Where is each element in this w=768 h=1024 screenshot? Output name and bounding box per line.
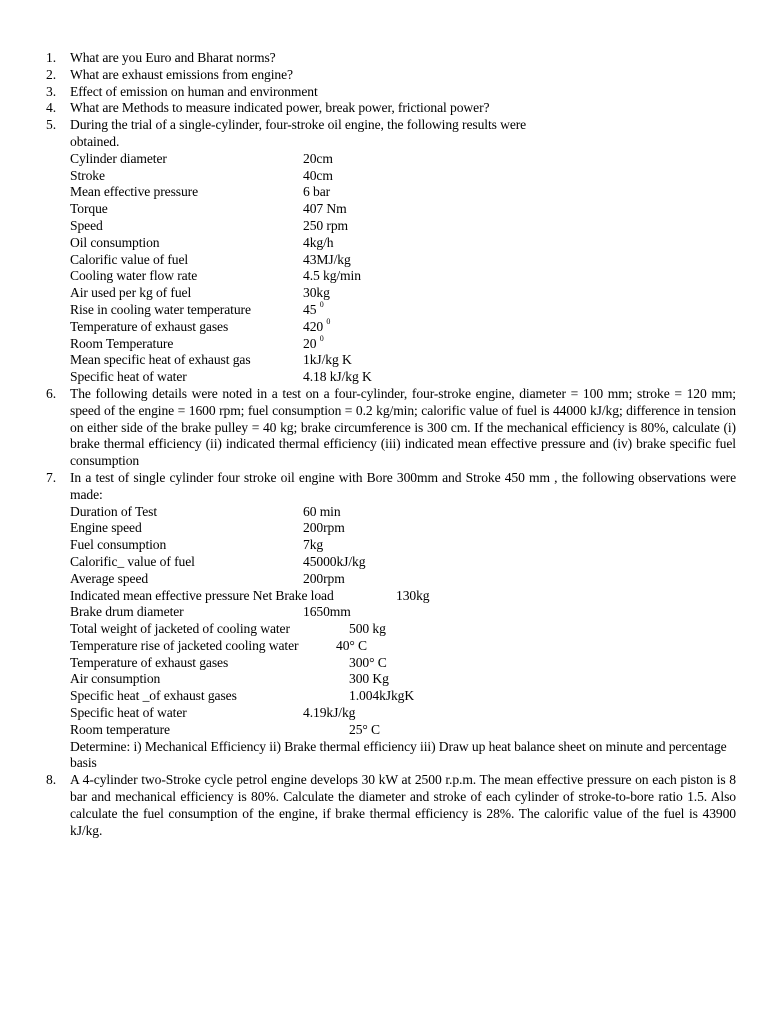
row-label: Indicated mean effective pressure Net Brake load	[70, 587, 334, 603]
row-value: 45 $^0$	[303, 300, 324, 317]
row-value: 4.18 kJ/kg K	[303, 369, 372, 385]
row-label: Mean specific heat of exhaust gas	[70, 352, 251, 368]
question-text: What are you Euro and Bharat norms?	[70, 50, 276, 65]
question-text: During the trial of a single-cylinder, four-stroke oil engine, the following results were obtained.	[70, 117, 527, 149]
table-row	[70, 621, 736, 638]
row-label: Room Temperature	[70, 335, 174, 351]
table-row	[70, 571, 736, 588]
row-label: Fuel consumption	[70, 537, 167, 553]
table-row	[70, 554, 736, 571]
row-label: Temperature of exhaust gases	[70, 318, 229, 334]
row-value: 130kg	[396, 587, 430, 603]
row-value: 4.5 kg/min	[303, 268, 361, 284]
question-8	[46, 772, 736, 839]
question-number: 6.	[46, 385, 56, 401]
row-value: 45000kJ/kg	[303, 553, 366, 569]
row-value: 300° C	[349, 654, 387, 670]
row-label: Specific heat of water	[70, 705, 187, 721]
row-value: 300 Kg	[349, 671, 389, 687]
data-table	[70, 504, 736, 739]
table-row	[70, 252, 736, 269]
question-number: 1.	[46, 50, 56, 65]
question-number: 3.	[46, 83, 56, 99]
table-row	[70, 184, 736, 201]
row-label: Calorific value of fuel	[70, 251, 189, 267]
row-value: 4.19kJ/kg	[303, 705, 356, 721]
question-text: The following details were noted in a test on a four-cylinder, four-stroke engine, diameter = 100 mm; stroke = 120 mm; speed of the engine = 1600 rpm; fuel consumption = 0.2 kg/min; calorific value of fuel is 44000 kJ/kg; difference in tension on either side of the brake pulley = 40 kg; brake circumference is 300 cm. If the mechanical efficiency is 80%, calculate (i) brake thermal efficiency (ii) indicated thermal efficiency (iii) indicated mean effective pressure and (iv) brake specific fuel consumption	[70, 385, 736, 469]
question-number: 4.	[46, 100, 56, 116]
row-label: Brake drum diameter	[70, 604, 184, 620]
row-label: Speed	[70, 217, 103, 233]
row-label: Cooling water flow rate	[70, 268, 198, 284]
row-value: 500 kg	[349, 621, 386, 637]
row-label: Air used per kg of fuel	[70, 285, 192, 301]
question-7	[46, 469, 736, 772]
row-label: Air consumption	[70, 671, 161, 687]
table-row	[70, 655, 736, 672]
row-value: 1kJ/kg K	[303, 352, 352, 368]
row-label: Cylinder diameter	[70, 150, 167, 166]
table-row	[70, 604, 736, 621]
row-value: 200rpm	[303, 520, 345, 536]
row-value: 250 rpm	[303, 217, 348, 233]
row-label: Engine speed	[70, 520, 142, 536]
table-row	[70, 235, 736, 252]
row-value: 20 $^0$	[303, 334, 324, 351]
question-1	[46, 50, 736, 67]
row-value: 1650mm	[303, 604, 351, 620]
row-label: Temperature rise of jacketed cooling water	[70, 637, 299, 653]
question-text: What are exhaust emissions from engine?	[70, 66, 293, 82]
table-row	[70, 722, 736, 739]
table-row	[70, 201, 736, 218]
table-row	[70, 520, 736, 537]
table-row	[70, 369, 736, 386]
question-number: 7.	[46, 469, 56, 485]
row-value: 420 $^0$	[303, 317, 331, 334]
table-row	[70, 638, 736, 655]
row-label: Specific heat _of exhaust gases	[70, 688, 237, 704]
row-label: Calorific_ value of fuel	[70, 553, 195, 569]
question-number: 8.	[46, 772, 56, 788]
row-value: 7kg	[303, 537, 324, 553]
question-4	[46, 100, 736, 117]
row-value: 43MJ/kg	[303, 251, 351, 267]
table-row	[70, 218, 736, 235]
table-row	[70, 688, 736, 705]
row-label: Oil consumption	[70, 234, 160, 250]
table-row	[70, 302, 736, 319]
row-value: 40° C	[336, 637, 367, 653]
row-value: 4kg/h	[303, 234, 334, 250]
table-row	[70, 168, 736, 185]
row-label: Average speed	[70, 570, 149, 586]
row-label: Temperature of exhaust gases	[70, 654, 229, 670]
table-row	[70, 352, 736, 369]
question-text: In a test of single cylinder four stroke oil engine with Bore 300mm and Stroke 450 mm , the following observations were made:	[70, 469, 736, 502]
row-value: 20cm	[303, 150, 333, 166]
row-value: 60 min	[303, 503, 341, 519]
question-text: A 4-cylinder two-Stroke cycle petrol engine develops 30 kW at 2500 r.p.m. The mean effective pressure on each piston is 8 bar and mechanical efficiency is 80%. Calculate the diameter and stroke of each cylinder of stroke-to-bore ratio 1.5. Also calculate the fuel consumption of the engine, if brake thermal efficiency is 28%. The calorific value of the fuel is 43900 kJ/kg.	[70, 772, 736, 838]
row-label: Room temperature	[70, 721, 170, 737]
row-label: Torque	[70, 201, 108, 217]
row-label: Stroke	[70, 167, 105, 183]
superscript: 0	[326, 317, 331, 327]
table-row	[70, 268, 736, 285]
question-5	[46, 117, 736, 386]
superscript: 0	[319, 334, 324, 344]
table-row	[70, 151, 736, 168]
table-row	[70, 705, 736, 722]
table-row	[70, 671, 736, 688]
data-table	[70, 151, 736, 386]
question-instruction: Determine: i) Mechanical Efficiency ii) Brake thermal efficiency iii) Draw up heat balance sheet on minute and percentage basis	[70, 738, 727, 771]
row-value: 200rpm	[303, 570, 345, 586]
question-6	[46, 385, 736, 470]
row-value: 30kg	[303, 285, 330, 301]
superscript: 0	[319, 300, 324, 310]
question-3	[46, 83, 736, 101]
row-label: Duration of Test	[70, 503, 158, 519]
question-text: Effect of emission on human and environment	[70, 83, 318, 99]
row-label: Specific heat of water	[70, 369, 187, 385]
table-row	[70, 336, 736, 353]
table-row	[70, 504, 736, 521]
row-value: 40cm	[303, 167, 333, 183]
table-row	[70, 588, 736, 605]
row-label: Rise in cooling water temperature	[70, 301, 251, 317]
row-value: 1.004kJkgK	[349, 688, 415, 704]
question-number: 2.	[46, 66, 56, 82]
question-number: 5.	[46, 117, 56, 133]
question-2	[46, 66, 736, 84]
row-value: 407 Nm	[303, 201, 347, 217]
table-row	[70, 537, 736, 554]
row-value: 6 bar	[303, 184, 331, 200]
row-value: 25° C	[349, 721, 380, 737]
question-text: What are Methods to measure indicated power, break power, frictional power?	[70, 100, 490, 116]
table-row	[70, 319, 736, 336]
table-row	[70, 285, 736, 302]
question-list	[46, 50, 736, 839]
row-label: Total weight of jacketed of cooling water	[70, 621, 290, 637]
row-label: Mean effective pressure	[70, 184, 199, 200]
